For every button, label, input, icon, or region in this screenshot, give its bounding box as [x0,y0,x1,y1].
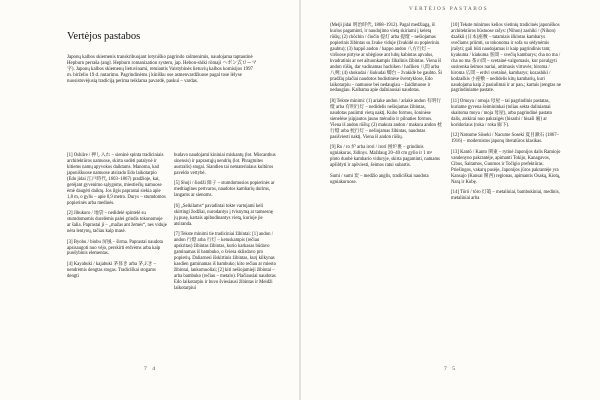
note-9-sumi: Sumi / sumi 炭 – medžio anglis, tradiciškai naudota ugniakuruose. [330,173,429,185]
intro-paragraph: Japonų kalbos skiemenis transkribuojant lotyniško pagrindo rašmenimis, naudojama taptautinė Hepburn perraša (angl. Hepburn romanization system, jap. Hebon-shiki rōmaji ヘボン式ローマ字). Japonų kalbos skiemenų lietuvinami, remiantis Valstybinės lietuvių kalbos komisijos 1997 m. birželio 19 d. nutarimu. Pagrindinėms į kinišku ose asmenvardžiuose pagal tose lėlyse nuosistovėjusią tradiciją perima teiklama pavardė, paskui – vardas. [67,55,257,85]
note-8: [8] Tekste minimi: (1) ariake andon / ariakė andon 有明行燈 arba 有明行灯 – nedidelis nešiojamas žibintas, naudotas pasiimti vietą naktį. Kubo formos, šoninėse sienelėse įsipjautos jauno mėnulio ir pilnaties formos. Viena iš andon rūšių; (2) makura andon / makura andon 枕行燈 arba 枕行灯 – nešiojamas žibintas, naudotas pasišviesti naktį. Viena iš andon rūšių. [330,99,442,140]
note-13: [13] Kantō / Kanto 関東 – rytinė Japonijos dalis Ramiojo vandenyno pakrantėje, apimanti Tokijo, Kanagavos, Cibos, Saitamos, Gunmos ir Točigio prefektūras. Priešingos, vakarų pusėje, Japonijos jūros pakrantėje yra Kansajo (Kansai 関西) regionas, apimantis Osaką, Kiotą, Narą ir Kobę. [451,149,561,185]
note-4-cont: budavo naudojami kininiai miskantų (lot. Miscanthus sinensis) ir paprastųjų nendrių (lot. Phragmites australis) stogai. Siandien tai nematerialaus kultūros paveldo vertybė. [174,153,276,176]
note-1: [1] Oshiire / 押し入れ – sieninė spinta tradiciniais architektūros namuose, skirta sudėti patalynė ir kitiems namų apyvokos daiktams. Manoma, kad japoniškuose namuose atsirado Edo laikotarpio (Edo jidai 江戸時代, 1603–1867) pradžioje, kai, gerėjant gyvenimo sąlygoms, miestiečių namuose ėmė daugėti daiktų. Jos ilgis paprastai siekia apie 1,8 m, o gylis – apie 0,9 metro. Durys – stumdomos popierinės arba medinės. [67,153,166,206]
note-14: [14] Tōrō / tōro 灯篭 – metaliniai, bambukiniai, medinis, metaliniai arba [451,190,560,202]
left-page-column-2 [174,153,276,292]
note-7: [7] Tekste minimi tie tradiciniai žibintai: [1] andon / andon 行燈 arba 行灯 – ketuskampis (rečiau apskritas) žibintas žibintas, kurio karkasas būdavo gaminamas iš bambuko, o šviesa sklisdavo pro popierių. Daliarnesi išskirtinis žibintas, kurį kilkynas kasdien gaminamas iš bambuko; kito rečiau ar miesto žibintai, lankomuoliai; [2] kiti nešiojamieji žibintai – arba bambuko (rečiau – metalo). Plačiausiai naudotas Edo laikotarpiu ir buvo šviesiausi žibintas ir Meidži laikotarpiui [174,232,276,291]
note-10: [10] Tekste minimos kelios vietinių tradicinės japoniškos architektūros būstuose rašys: (Nihon) zashiki / (Nihon) dzaškii (日本)座敷 – tatamiais išklotas kambarys svečiams priimti, su tokonoma ir sofa su sėdynėmis įrašyti; gali būti naudojamas ir kaip pagrindinis tam; kyakuma / kiakuma 客間 – svečių kambarys; cha no ma / cha no ma 茶の間 – svetainė-valgomasis, kur pavalgyti susirenka šeimos nariai, artimasis virtuvės; hiroma / hiroma 広間 – erdvi svetainė, kambarys; kozashiki / kodzaškis 小座敷 – nedidelis kitų kambarių, kuri naudojama kaip 2 pasiulimai ir ar pan.; kartais įrengtas ne pagrindiniame pastate. [451,23,562,94]
note-7-cont: (Meiji jidai 明治時代, 1868–1912). Pagal medžiagą, iš kurios pagaminti, ir naudojimo vietą skiriami į keletą rūšių; (2) chōchin / čiočin 提灯 arba 提燈 – nešiojamas popierinis žibintas su žvake viduje (žvakidė su popieriniu gaubtu); (3) happō andon / happo andon 八方行灯 – viršuose pirtyse ar ubėgiose ant lubų kabintas apvalus, kvadratinis ar net aštuonkampis žibalinis žibintas. Viena iš andon rūšių, dar vadinamas hachiken / hačiken 八間 arba 八剣; (4) shokudai / šiokudai 燭台 – žvakidė be gaubto. Ši pradžių plačiai naudotos budistinėse šventyklose, Edo laikotarpiu – namuose bei nedaugiau – žaidimuose ir nedaugiau. Kalbama apie dažniausiai naudotas. [330,23,443,94]
note-2: [2] Jibukuro / 地袋 – nedidelė spintelė su stumdomomis durelėmis palei grindis tokonomoje ar šalia. Paprastai ji – „mažas ant žemės“, nes viduje nėra lentynų, tačiau kaip masė. [67,211,167,235]
page-number-right: 7 5 [444,366,457,372]
page-number-left: 7 4 [144,366,157,372]
left-page [0,0,299,400]
note-3: [3] Byobu / biobu 屏風 – širma. Paprastai naudota apsisaugoti nuo vėjo, perskirti erdvėms arba kaip puošybinis elementas. [67,239,163,257]
note-11: [11] Omoya / omoja 母屋 – tai pagrindinis pastatas, kuriame gyvena šeimininkai (toliau sekta daliniamai skaitoma moya / moja 母屋), arba pagrindinė pastato dalis, atskirai nuo pakraigės (hisashi / hisaši 廂) ar koridoriaus (roka / roka 廊下). [451,99,553,128]
note-12: [12] Natsume Sōseki / Nacume Soseki 夏目漱石 (1867–1916) – modernistos japonų literatūros klasikas. [451,133,560,145]
note-4: [4] Kayabuki / kajabuki 茅葺き arba 茅ぶき – nendrėmis dengtas stogas. Tradiciškai stogams dengti [67,262,157,279]
page-title: Vertėjos pastabos [67,31,141,42]
left-page-column-1 [67,153,167,280]
right-page-column-1 [330,23,442,186]
right-page-column-2 [451,23,563,202]
note-9: [9] Ro / ro 炉 arba irori / irori 囲炉裏 – grindinis ugniakuras, židinys. Maždaug 20–40 cm gylio ir 1 m² ploto duobė kambario viduryje, skirta pagaminti, namams apšildyti ir apšviesti, šeimos ratui subartis. [330,145,441,169]
note-6: [6] „Seikilams“ pavadintai tokte vartojami keli skirtingi žodžiai, nurodantys į tvisnymą ar tamsesnę jų pusę, kartais apibudinantys vietą, kurioje jie atsiranda. [174,203,273,227]
note-5: [5] Shoji / šiodži 障子 – stumdomosios popierinės ar medtiagines pertvaros, naudotos kambarių durims, langams ar sienoms. [174,181,275,199]
right-page [301,0,600,400]
running-header: VERTĖJOS PASTABOS [409,6,489,12]
